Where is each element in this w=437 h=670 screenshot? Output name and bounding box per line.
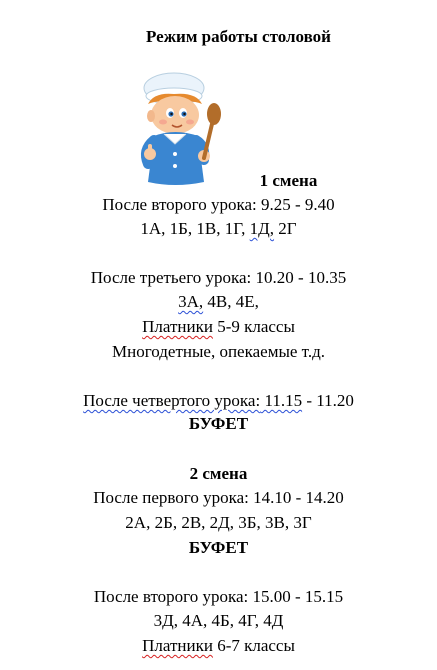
shift1-heading: 1 смена	[259, 171, 318, 190]
shift2-group1-time: После первого урока: 14.10 - 14.20	[93, 488, 344, 507]
shift1-paid-word: Платники	[142, 317, 213, 336]
shift1-group2-classes	[0, 291, 437, 313]
shift1-group3-time-a: После четвертого урока:	[83, 391, 261, 410]
shift1-group1-time: После второго урока: 9.25 - 9.40	[102, 195, 335, 214]
shift1-group3-time	[0, 390, 437, 412]
shift2-group2-classes: 3Д, 4А, 4Б, 4Г, 4Д	[153, 611, 284, 630]
shift2-buffet: БУФЕТ	[188, 538, 249, 557]
shift1-group2-classes-b: 4В, 4Е,	[203, 292, 259, 311]
shift1-group1-classes-c: 2Г	[274, 219, 297, 238]
shift2-heading: 2 смена	[189, 464, 248, 483]
shift2-paid-word: Платники	[142, 636, 213, 655]
shift1-paid-rest: 5-9 классы	[212, 317, 295, 336]
page-title: Режим работы столовой	[146, 27, 331, 46]
shift1-group2-classes-a: 3А,	[178, 292, 204, 311]
shift1-group1-classes-a: 1А, 1Б, 1В, 1Г,	[140, 219, 250, 238]
shift1-group1-classes-b: 1Д,	[249, 219, 275, 238]
shift2-group2-time: После второго урока: 15.00 - 15.15	[93, 587, 344, 606]
shift2-group1-classes: 2А, 2Б, 2В, 2Д, 3Б, 3В, 3Г	[125, 513, 312, 532]
shift1-group2-time: После третьего урока: 10.20 - 10.35	[90, 268, 347, 287]
shift2-paid-rest: 6-7 классы	[212, 636, 295, 655]
shift1-group3-time-b: 11.15	[260, 391, 303, 410]
shift1-large-families: Многодетные, опекаемые т.д.	[112, 342, 325, 361]
shift2-paid-classes	[0, 635, 437, 657]
shift1-group1-classes	[0, 218, 437, 240]
shift1-paid-classes	[0, 316, 437, 338]
shift1-group3-time-c: - 11.20	[302, 391, 354, 410]
shift1-buffet: БУФЕТ	[188, 414, 249, 433]
